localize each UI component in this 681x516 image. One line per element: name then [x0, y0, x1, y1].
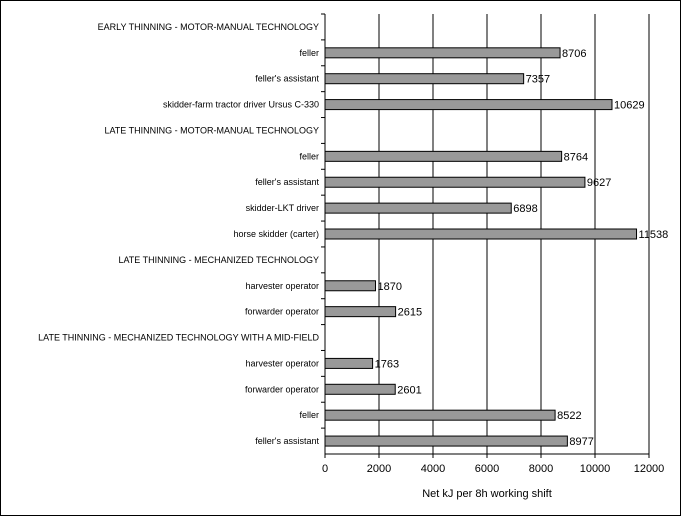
category-label: forwarder operator — [244, 306, 319, 317]
bar — [325, 74, 524, 84]
category-label: harvester operator — [245, 358, 319, 369]
data-label: 8706 — [562, 47, 587, 60]
data-label: 8522 — [557, 410, 582, 423]
data-label: 8977 — [569, 436, 594, 449]
data-label: 1870 — [377, 280, 402, 293]
bar — [325, 203, 511, 213]
x-tick-label: 12000 — [633, 463, 665, 475]
x-tick-label: 8000 — [528, 463, 554, 475]
category-label: horse skidder (carter) — [233, 229, 319, 239]
bar — [325, 177, 585, 187]
data-label: 2601 — [397, 384, 422, 397]
bar — [325, 436, 567, 446]
bar — [325, 307, 396, 317]
bar — [325, 229, 637, 239]
category-label: feller's assistant — [255, 436, 319, 447]
category-label: LATE THINNING - MOTOR-MANUAL TECHNOLOGY — [104, 125, 319, 136]
bar — [325, 384, 395, 394]
category-label: LATE THINNING - MECHANIZED TECHNOLOGY WITH A MID-FIELD — [38, 332, 319, 343]
data-label: 1763 — [374, 358, 400, 371]
category-label: EARLY THINNING - MOTOR-MANUAL TECHNOLOGY — [97, 21, 319, 32]
bar — [325, 410, 555, 420]
x-tick-label: 2000 — [366, 463, 392, 475]
category-label: harvester operator — [245, 280, 319, 291]
category-label: skidder-LKT driver — [245, 203, 319, 214]
data-label: 10629 — [613, 99, 645, 112]
category-label: skidder-farm tractor driver Ursus C-330 — [162, 99, 319, 110]
data-label: 9627 — [586, 177, 612, 190]
category-label: forwarder operator — [244, 384, 319, 395]
category-label: feller's assistant — [255, 177, 319, 188]
category-label: feller — [299, 410, 319, 421]
x-axis-title: Net kJ per 8h working shift — [422, 488, 552, 500]
data-label: 11538 — [638, 229, 669, 241]
category-label: feller — [299, 47, 319, 58]
bar — [325, 281, 375, 291]
data-label: 2615 — [397, 306, 423, 319]
bar — [325, 358, 373, 368]
category-label: feller — [299, 151, 319, 162]
bar — [325, 48, 560, 58]
x-tick-label: 10000 — [579, 463, 611, 475]
x-tick-label: 6000 — [474, 463, 500, 475]
bar — [325, 100, 612, 110]
data-label: 7357 — [525, 73, 551, 86]
bar — [325, 151, 562, 161]
category-label: LATE THINNING - MECHANIZED TECHNOLOGY — [118, 254, 319, 265]
data-label: 8764 — [563, 151, 589, 164]
bar-layer — [325, 48, 637, 449]
category-label: feller's assistant — [255, 73, 319, 84]
x-tick-label: 0 — [321, 463, 329, 475]
x-tick-label: 4000 — [420, 463, 446, 475]
data-label: 6898 — [513, 203, 538, 216]
